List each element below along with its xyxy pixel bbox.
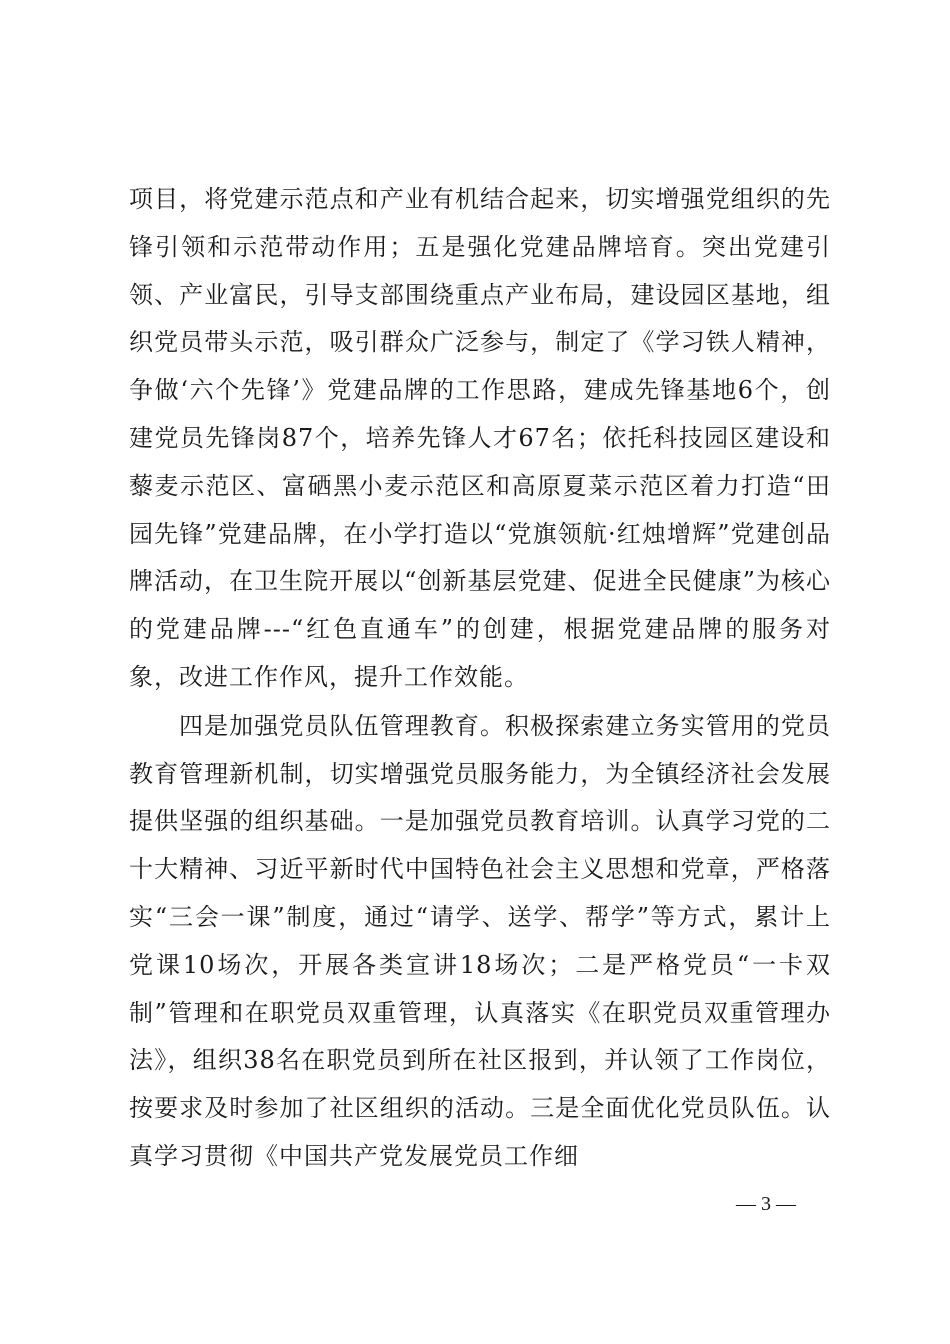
- paragraph-member-management: 四是加强党员队伍管理教育。积极探索建立务实管用的党员教育管理新机制，切实增强党员服务能力，为全镇经济社会发展提供坚强的组织基础。一是加强党员教育培训。认真学习党的二十大精神、习近平新时代中国特色社会主义思想和党章，严格落实“三会一课”制度，通过“请学、送学、帮学”等方式，累计上党课10场次，开展各类宣讲18场次；二是严格党员“一卡双制”管理和在职党员双重管理，认真落实《在职党员双重管理办法》，组织38名在职党员到所在社区报到，并认领了工作岗位，按要求及时参加了社区组织的活动。三是全面优化党员队伍。认真学习贯彻《中国共产党发展党员工作细: [129, 711, 831, 1170]
- paragraph-party-brand: 项目，将党建示范点和产业有机结合起来，切实增强党组织的先锋引领和示范带动作用；五是强化党建品牌培育。突出党建引领、产业富民，引导支部围绕重点产业布局，建设园区基地，组织党员带头示范，吸引群众广泛参与，制定了《学习铁人精神，争做‘六个先锋’》党建品牌的工作思路，建成先锋基地6个，创建党员先锋岗87个，培养先锋人才67名；依托科技园区建设和藜麦示范区、富硒黑小麦示范区和高原夏菜示范区着力打造“田园先锋”党建品牌，在小学打造以“党旗领航·红烛增辉”党建创品牌活动，在卫生院开展以“创新基层党建、促进全民健康”为核心的党建品牌---“红色直通车”的创建，根据党建品牌的服务对象，改进工作作风，提升工作效能。: [129, 185, 831, 691]
- document-body: [129, 176, 831, 1181]
- page-number: — 3 —: [736, 1193, 796, 1215]
